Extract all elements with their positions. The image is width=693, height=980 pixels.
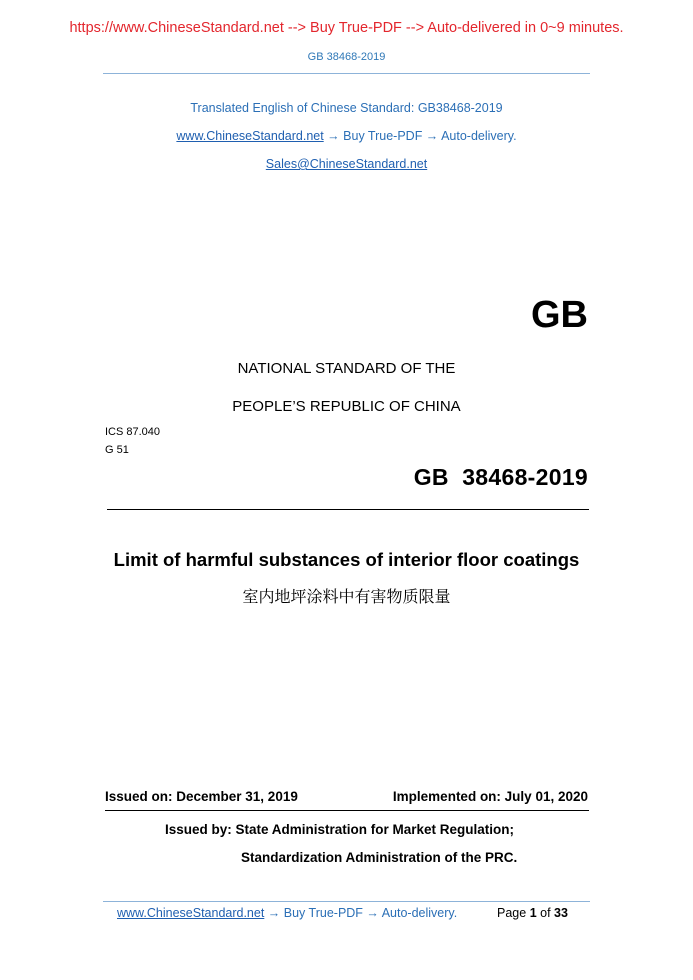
national-standard-line1: NATIONAL STANDARD OF THE (237, 360, 456, 377)
translation-note: Translated English of Chinese Standard: GB38468-2019 (190, 101, 503, 115)
implemented-on: Implemented on: July 01, 2020 (392, 789, 588, 804)
title-english: Limit of harmful substances of interior floor coatings (113, 549, 580, 570)
header-rule (103, 73, 590, 74)
footer-rule (103, 901, 590, 902)
title-chinese: 室内地坪涂料中有害物质限量 (242, 587, 451, 606)
standard-number: GB 38468-2019 (413, 464, 588, 490)
running-header: GB 38468-2019 (307, 51, 386, 63)
site-suffix: → Buy True-PDF → Auto-delivery. (323, 129, 517, 143)
page-total: 33 (554, 906, 568, 920)
title-rule (107, 509, 589, 510)
footer-site-line (117, 906, 457, 920)
page-indicator (497, 906, 568, 920)
ics-code: ICS 87.040 (105, 426, 161, 438)
issued-by-line1: Issued by: State Administration for Market Regulation; (165, 822, 515, 837)
footer-site-link[interactable]: www.ChineseStandard.net (117, 906, 265, 920)
page-label: Page (497, 906, 527, 920)
issued-on: Issued on: December 31, 2019 (105, 789, 298, 804)
dates-rule (105, 810, 589, 811)
issued-by-line2: Standardization Administration of the PRC. (241, 850, 518, 865)
page-current: 1 (529, 906, 537, 920)
email-link[interactable]: Sales@ChineseStandard.net (265, 157, 428, 171)
ccs-code: G 51 (105, 444, 129, 456)
gb-mark: GB (531, 294, 588, 336)
national-standard-line2: PEOPLE’S REPUBLIC OF CHINA (232, 398, 461, 415)
translation-site-line (0, 129, 693, 143)
page-of: of (540, 906, 551, 920)
top-banner[interactable] (0, 20, 693, 36)
banner-text[interactable]: https://www.ChineseStandard.net --> Buy True-PDF --> Auto-delivered in 0~9 minutes. (69, 20, 624, 36)
footer-site-suffix: → Buy True-PDF → Auto-delivery. (264, 906, 458, 920)
email-line (0, 157, 693, 171)
site-link[interactable]: www.ChineseStandard.net (176, 129, 324, 143)
